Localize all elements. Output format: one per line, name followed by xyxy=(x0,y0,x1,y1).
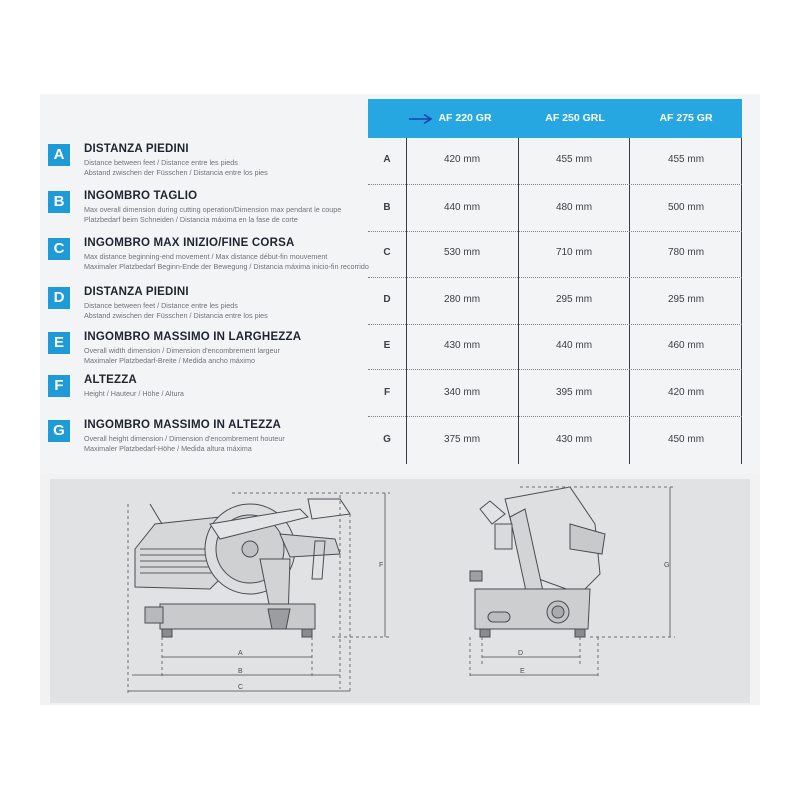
row-separator xyxy=(368,231,742,232)
spec-title: ALTEZZA xyxy=(84,374,137,386)
table-cell: 780 mm xyxy=(667,247,705,258)
table-cell: 375 mm xyxy=(443,434,481,445)
table-cell: 295 mm xyxy=(555,294,593,305)
table-cell: 450 mm xyxy=(667,434,705,445)
header-af-275-gr: AF 275 GR xyxy=(659,112,713,124)
spec-title: DISTANZA PIEDINI xyxy=(84,286,189,298)
dim-label-g: G xyxy=(664,562,670,569)
dim-label-d: D xyxy=(518,650,524,657)
spec-letter-badge: G xyxy=(48,420,70,442)
table-cell: 530 mm xyxy=(443,247,481,258)
row-separator xyxy=(368,324,742,325)
header-af-250-grl: AF 250 GRL xyxy=(545,112,605,124)
spec-description-line2: Abstand zwischen der Füsschen / Distancia entre los pies xyxy=(84,168,268,177)
table-row-label: A xyxy=(383,154,391,165)
table-row-label: G xyxy=(383,434,391,445)
spec-description-line1: Max distance beginning-end movement / Max distance début-fin mouvement xyxy=(84,252,328,261)
spec-description-line1: Overall width dimension / Dimension d'encombrement largeur xyxy=(84,346,280,355)
table-cell: 440 mm xyxy=(555,340,593,351)
spec-description-line1: Distance between feet / Distance entre les pieds xyxy=(84,158,238,167)
table-cell: 460 mm xyxy=(667,340,705,351)
spec-description-line1: Max overall dimension during cutting operation/Dimension max pendant le coupe xyxy=(84,205,342,214)
row-separator xyxy=(368,369,742,370)
table-cell: 420 mm xyxy=(443,154,481,165)
table-row-label: C xyxy=(383,247,391,258)
spec-letter-badge: B xyxy=(48,191,70,213)
dim-label-b: B xyxy=(238,668,243,675)
spec-letter-badge: D xyxy=(48,287,70,309)
spec-description-line2: Maximaler Platzbedarf-Breite / Medida ancho máximo xyxy=(84,356,255,365)
spec-description-line2: Platzbedarf beim Schneiden / Distancia máxima en la fase de corte xyxy=(84,215,298,224)
spec-title: INGOMBRO MAX INIZIO/FINE CORSA xyxy=(84,237,295,249)
side-view-slicer xyxy=(470,487,605,637)
spec-description-line2: Abstand zwischen der Füsschen / Distancia entre los pies xyxy=(84,311,268,320)
table-cell: 440 mm xyxy=(443,202,481,213)
table-cell: 340 mm xyxy=(443,387,481,398)
row-separator xyxy=(368,277,742,278)
spec-description-line1: Overall height dimension / Dimension d'encombrement houteur xyxy=(84,434,285,443)
spec-description-line2: Maximaler Platzbedarf Beginn-Ende der Bewegung / Distancia máxima inicio-fin recorrido xyxy=(84,262,369,271)
table-cell: 480 mm xyxy=(555,202,593,213)
header-af-220-gr: AF 220 GR xyxy=(438,112,492,124)
table-row-label: F xyxy=(383,387,391,398)
row-separator xyxy=(368,184,742,185)
table-row-label: E xyxy=(383,340,391,351)
spec-title: INGOMBRO MASSIMO IN LARGHEZZA xyxy=(84,331,302,343)
front-view-slicer xyxy=(135,499,350,637)
spec-description-line2: Maximaler Platzbedarf-Höhe / Medida altura máxima xyxy=(84,444,252,453)
spec-letter-badge: E xyxy=(48,332,70,354)
spec-title: INGOMBRO MASSIMO IN ALTEZZA xyxy=(84,419,282,431)
table-cell: 430 mm xyxy=(555,434,593,445)
table-row-label: D xyxy=(383,294,391,305)
dimension-drawings xyxy=(50,479,750,703)
dim-label-a: A xyxy=(238,650,243,657)
table-row-label: B xyxy=(383,202,391,213)
spec-title: INGOMBRO TAGLIO xyxy=(84,190,198,202)
arrow-right-icon xyxy=(408,113,434,125)
table-cell: 455 mm xyxy=(667,154,705,165)
spec-letter-badge: A xyxy=(48,144,70,166)
spec-title: DISTANZA PIEDINI xyxy=(84,143,189,155)
table-cell: 395 mm xyxy=(555,387,593,398)
table-cell: 420 mm xyxy=(667,387,705,398)
spec-description-line1: Height / Hauteur / Höhe / Altura xyxy=(84,389,184,398)
table-cell: 280 mm xyxy=(443,294,481,305)
dim-label-e: E xyxy=(520,668,525,675)
dim-label-c: C xyxy=(238,684,244,691)
table-cell: 295 mm xyxy=(667,294,705,305)
table-cell: 500 mm xyxy=(667,202,705,213)
spec-letter-badge: F xyxy=(48,375,70,397)
dim-label-f: F xyxy=(379,562,384,569)
table-cell: 710 mm xyxy=(555,247,593,258)
spec-description-line1: Distance between feet / Distance entre les pieds xyxy=(84,301,238,310)
row-separator xyxy=(368,416,742,417)
spec-letter-badge: C xyxy=(48,238,70,260)
table-cell: 430 mm xyxy=(443,340,481,351)
table-cell: 455 mm xyxy=(555,154,593,165)
